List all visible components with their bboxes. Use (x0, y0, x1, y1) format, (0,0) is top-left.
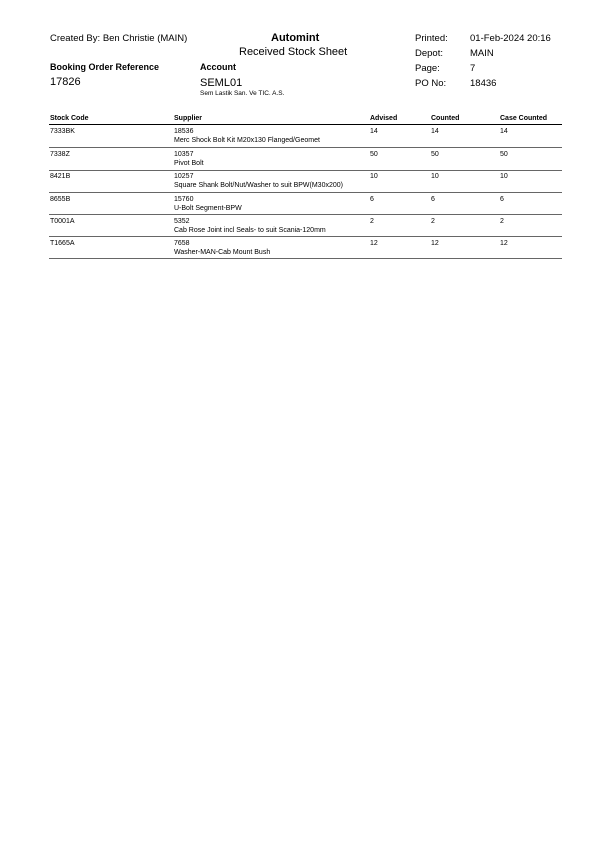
cell-case-counted: 2 (500, 218, 504, 225)
row-divider (49, 170, 562, 171)
cell-advised: 14 (370, 128, 378, 135)
cell-supplier-code: 5352 (174, 218, 190, 225)
cell-case-counted: 10 (500, 173, 508, 180)
cell-stock-code: 7333BK (50, 128, 75, 135)
depot-value: MAIN (470, 48, 494, 59)
cell-stock-code: T0001A (50, 218, 75, 225)
po-number: 18436 (470, 78, 497, 89)
cell-description: Square Shank Bolt/Nut/Washer to suit BPW(M30x200) (174, 182, 343, 189)
cell-description: U-Bolt Segment-BPW (174, 205, 242, 212)
col-header-case-counted: Case Counted (500, 115, 548, 122)
account-name: Sem Lastik San. Ve TIC. A.S. (200, 90, 285, 97)
cell-case-counted: 50 (500, 151, 508, 158)
row-divider (49, 258, 562, 259)
cell-description: Pivot Bolt (174, 160, 204, 167)
account-code: SEML01 (200, 77, 243, 89)
row-divider (49, 147, 562, 148)
col-header-advised: Advised (370, 115, 398, 122)
cell-advised: 50 (370, 151, 378, 158)
cell-advised: 12 (370, 240, 378, 247)
cell-counted: 10 (431, 173, 439, 180)
cell-stock-code: 7338Z (50, 151, 70, 158)
cell-case-counted: 14 (500, 128, 508, 135)
cell-description: Cab Rose Joint incl Seals- to suit Scania-120mm (174, 227, 326, 234)
cell-description: Washer-MAN-Cab Mount Bush (174, 249, 271, 256)
page-label: Page: (415, 63, 440, 74)
booking-ref-value: 17826 (50, 76, 81, 88)
col-header-stock-code: Stock Code (50, 115, 89, 122)
cell-counted: 2 (431, 218, 435, 225)
cell-supplier-code: 18536 (174, 128, 194, 135)
cell-stock-code: T1665A (50, 240, 75, 247)
printed-label: Printed: (415, 33, 448, 44)
cell-advised: 6 (370, 196, 374, 203)
cell-supplier-code: 10357 (174, 151, 194, 158)
page-number: 7 (470, 63, 476, 74)
cell-case-counted: 12 (500, 240, 508, 247)
col-header-counted: Counted (431, 115, 460, 122)
created-by-value: Ben Christie (MAIN) (102, 33, 188, 44)
printed-value: 01-Feb-2024 20:16 (470, 33, 551, 44)
po-label: PO No: (415, 78, 447, 89)
cell-stock-code: 8655B (50, 196, 71, 203)
company-name: Automint (271, 32, 320, 44)
created-by (50, 33, 187, 44)
cell-counted: 12 (431, 240, 439, 247)
cell-advised: 2 (370, 218, 374, 225)
sheet-title: Received Stock Sheet (239, 46, 348, 58)
row-divider (49, 192, 562, 193)
cell-case-counted: 6 (500, 196, 504, 203)
created-by-label: Created By: (50, 33, 101, 44)
table-header-rule (49, 124, 562, 125)
account-label: Account (200, 62, 236, 72)
depot-label: Depot: (415, 48, 443, 59)
row-divider (49, 214, 562, 215)
cell-stock-code: 8421B (50, 173, 71, 180)
cell-counted: 50 (431, 151, 439, 158)
cell-supplier-code: 7658 (174, 240, 190, 247)
cell-supplier-code: 10257 (174, 173, 194, 180)
col-header-supplier: Supplier (174, 115, 203, 122)
cell-advised: 10 (370, 173, 378, 180)
cell-counted: 14 (431, 128, 439, 135)
booking-ref-label: Booking Order Reference (50, 62, 160, 72)
row-divider (49, 236, 562, 237)
cell-counted: 6 (431, 196, 435, 203)
cell-description: Merc Shock Bolt Kit M20x130 Flanged/Geomet (174, 137, 320, 144)
cell-supplier-code: 15760 (174, 196, 194, 203)
